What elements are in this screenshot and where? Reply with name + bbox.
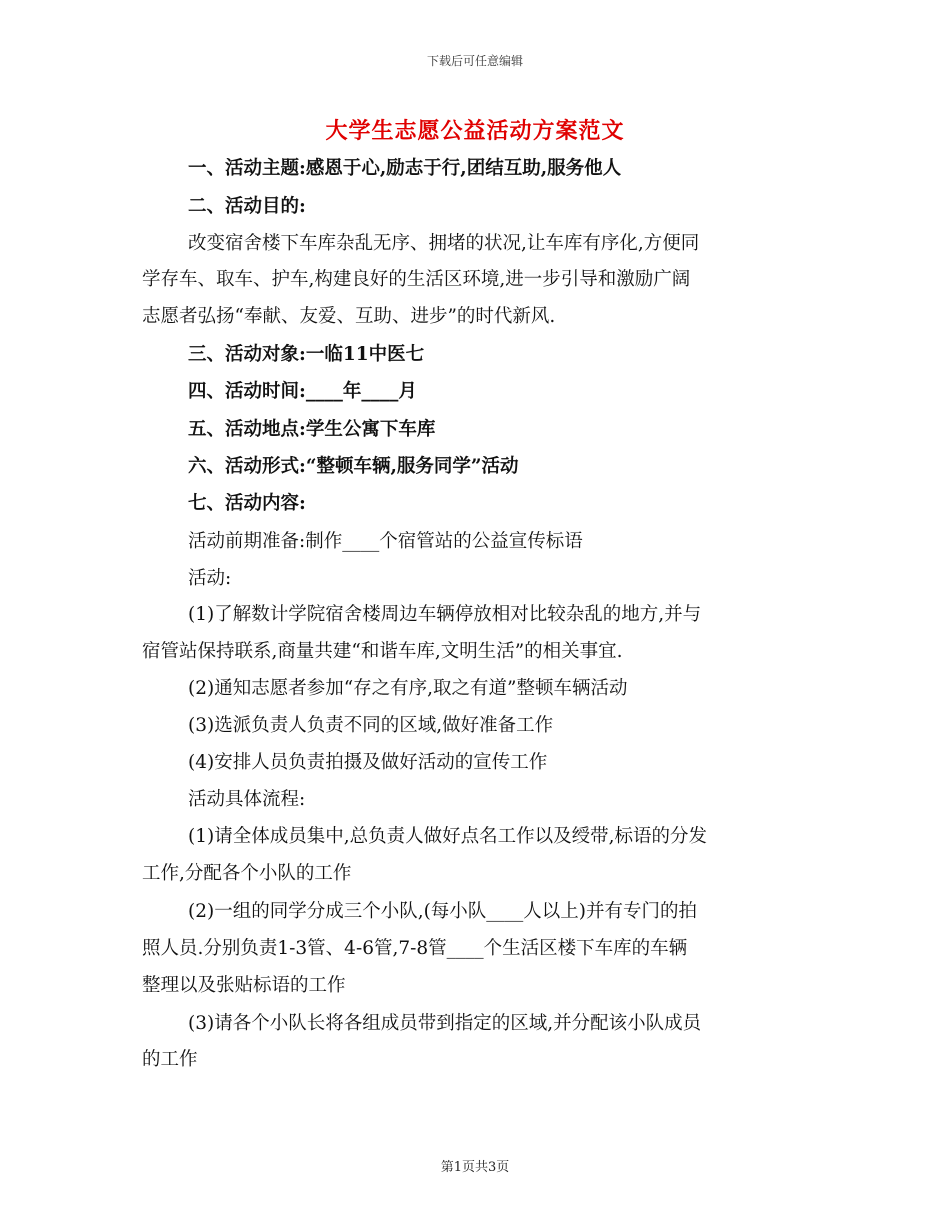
list-item: (2)一组的同学分成三个小队,(每小队____人以上)并有专门的拍 (188, 901, 698, 922)
list-item: (4)安排人员负责拍摄及做好活动的宣传工作 (188, 752, 548, 773)
paragraph-line: 活动前期准备:制作____个宿管站的公益宣传标语 (188, 531, 583, 552)
list-item-continuation: 照人员.分别负责1-3管、4-6管,7-8管____个生活区楼下车库的车辆 (142, 938, 688, 959)
paragraph-line: 志愿者弘扬“奉献、友爱、互助、进步”的时代新风. (142, 306, 556, 327)
list-item-continuation: 工作,分配各个小队的工作 (142, 863, 352, 884)
section-heading-time: 四、活动时间:____年____月 (188, 381, 417, 402)
section-heading-theme: 一、活动主题:感恩于心,励志于行,团结互助,服务他人 (188, 158, 622, 179)
list-item-continuation: 的工作 (142, 1049, 198, 1070)
list-item: (1)请全体成员集中,总负责人做好点名工作以及绶带,标语的分发 (188, 826, 707, 847)
paragraph-line: 改变宿舍楼下车库杂乱无序、拥堵的状况,让车库有序化,方便同 (188, 233, 700, 254)
list-item: (1)了解数计学院宿舍楼周边车辆停放相对比较杂乱的地方,并与 (188, 604, 702, 625)
list-item-continuation: 宿管站保持联系,商量共建“和谐车库,文明生活”的相关事宜. (142, 641, 623, 662)
section-heading-format: 六、活动形式:“整顿车辆,服务同学”活动 (188, 456, 519, 477)
paragraph-line: 活动: (188, 568, 232, 589)
section-heading-content: 七、活动内容: (188, 493, 306, 514)
page-footer-number: 第1页共3页 (440, 1160, 510, 1175)
page-header-note: 下载后可任意编辑 (426, 54, 523, 68)
section-heading-purpose: 二、活动目的: (188, 196, 306, 217)
section-heading-target: 三、活动对象:一临11中医七 (188, 344, 425, 365)
list-item: (3)选派负责人负责不同的区域,做好准备工作 (188, 715, 554, 736)
paragraph-line: 学存车、取车、护车,构建良好的生活区环境,进一步引导和激励广阔 (142, 269, 691, 290)
list-item: (2)通知志愿者参加“存之有序,取之有道”整顿车辆活动 (188, 678, 628, 699)
paragraph-line: 活动具体流程: (188, 789, 306, 810)
list-item: (3)请各个小队长将各组成员带到指定的区域,并分配该小队成员 (188, 1013, 702, 1034)
list-item-continuation: 整理以及张贴标语的工作 (142, 975, 346, 996)
document-title: 大学生志愿公益活动方案范文 (325, 118, 625, 144)
section-heading-location: 五、活动地点:学生公寓下车库 (188, 419, 436, 440)
